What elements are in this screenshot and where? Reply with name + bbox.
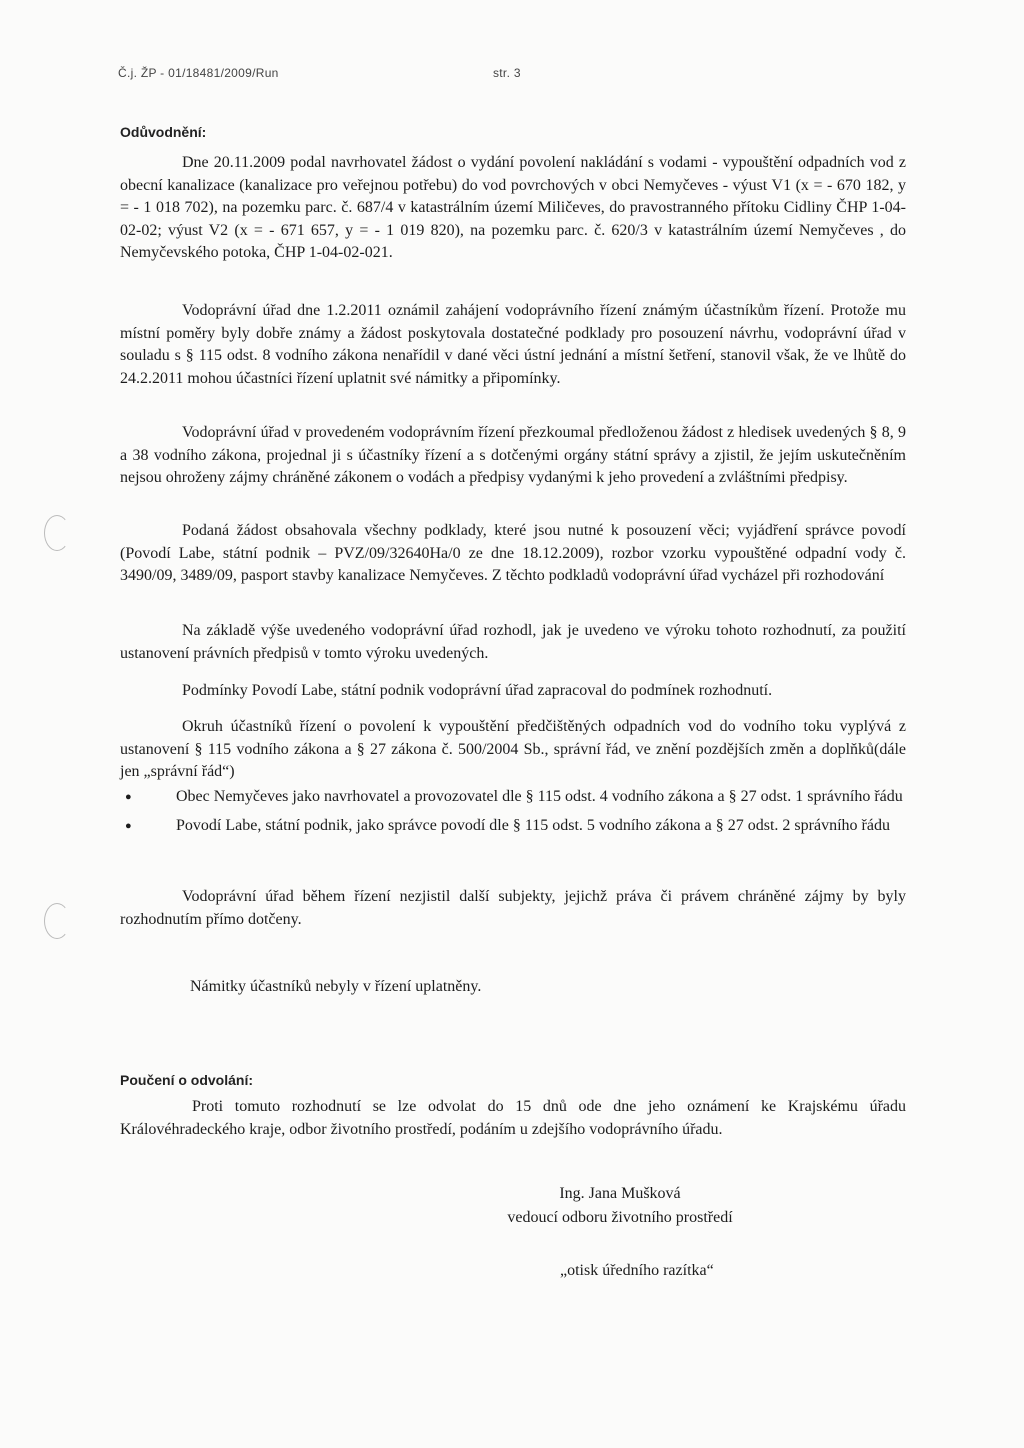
paragraph: Podaná žádost obsahovala všechny podklady, které jsou nutné k posouzení věci; vyjádření správce povodí (Povodí Labe, státní podnik – PVZ/09/32640Ha/0 ze dne 18.12.2009), rozbor vzorku vypouštěné odpadní vody č. 3490/09, 3489/09, pasport stavby kanalizace Nemyčeves. Z těchto podkladů vodoprávní úřad vycházel při rozhodování (120, 522, 906, 584)
reference-number: Č.j. ŽP - 01/18481/2009/Run (118, 66, 279, 80)
paragraph: Okruh účastníků řízení o povolení k vypouštění předčištěných odpadních vod do vodního toku vyplývá z ustanovení § 115 vodního zákona a § 27 zákona č. 500/2004 Sb., správní řád, ve znění pozdějších změn a doplňků(dále jen „správní řád“) (120, 718, 906, 780)
objections-text: Námitky účastníků nebyly v řízení uplatněny. (190, 978, 482, 995)
participants-list (120, 786, 906, 843)
reasoning-paragraphs (120, 520, 906, 588)
appeal-text: Proti tomuto rozhodnutí se lze odvolat do 15 dnů ode dne jeho oznámení ke Krajskému úřadu Královéhradeckého kraje, odbor životního prostředí, podáním u zdejšího vodoprávního úřadu. (120, 1098, 906, 1138)
reasoning-paragraphs (120, 716, 906, 784)
paragraph: Vodoprávní úřad během řízení nezjistil další subjekty, jejichž práva či právem chráněné zájmy by byly rozhodnutím přímo dotčeny. (120, 888, 906, 928)
reasoning-paragraphs (120, 620, 906, 665)
reasoning-heading: Odůvodnění: (120, 124, 207, 140)
signatory-name: Ing. Jana Mušková (559, 1185, 681, 1202)
signature-block (480, 1182, 760, 1230)
appeal-block (120, 1096, 906, 1141)
paragraph: Dne 20.11.2009 podal navrhovatel žádost o vydání povolení nakládání s vodami - vypouštění odpadních vod z obecní kanalizace (kanalizace pro veřejnou potřebu) do vod povrchových v obci Nemyčeves - výust V1 (x = - 670 182, y = - 1 018 702), na pozemku parc. č. 687/4 v katastrálním území Miličeves, do pravostranného přítoku Cidliny ČHP 1-04-02-02; výust V2 (x = - 671 657, y = - 1 019 820), na pozemku parc. č. 620/3 v katastrálním území Nemyčeves , do Nemyčevského potoka, ČHP 1-04-02-021. (120, 154, 906, 261)
punch-hole-mark (44, 515, 70, 551)
reasoning-paragraphs (120, 422, 906, 490)
list-item: ● Povodí Labe, státní podnik, jako správce povodí dle § 115 odst. 5 vodního zákona a § 27 odst. 2 správního řádu (120, 815, 906, 838)
list-item: ● Obec Nemyčeves jako navrhovatel a provozovatel dle § 115 odst. 4 vodního zákona a § 27 odst. 1 správního řádu (120, 786, 906, 809)
paragraph: Vodoprávní úřad dne 1.2.2011 oznámil zahájení vodoprávního řízení známým účastníkům řízení. Protože mu místní poměry byly dobře známy a žádost poskytovala dostatečné podklady pro posouzení návrhu, vodoprávní úřad v souladu s § 115 odst. 8 vodního zákona nenařídil v dané věci ústní jednání a místní šetření, stanovil však, že ve lhůtě do 24.2.2011 mohou účastníci řízení uplatnit své námitky a připomínky. (120, 302, 906, 387)
paragraph: Na základě výše uvedeného vodoprávní úřad rozhodl, jak je uvedeno ve výroku tohoto rozhodnutí, za použití ustanovení právních předpisů v tomto výroku uvedených. (120, 622, 906, 662)
paragraph: Vodoprávní úřad v provedeném vodoprávním řízení přezkoumal předloženou žádost z hledisek uvedených § 8, 9 a 38 vodního zákona, projednal ji s účastníky řízení a s dotčenými orgány státní správy a zjistil, že jejím uskutečněním nejsou ohroženy zájmy chráněné zákonem o vodách a předpisy vydanými k jeho provedení a zvláštními předpisy. (120, 424, 906, 486)
reasoning-paragraphs (120, 300, 906, 390)
appeal-heading: Poučení o odvolání: (120, 1072, 254, 1088)
page-number: str. 3 (493, 66, 521, 80)
punch-hole-mark (44, 903, 70, 939)
page-header (118, 66, 521, 80)
reasoning-paragraphs (120, 886, 906, 931)
signatory-role: vedoucí odboru životního prostředí (507, 1209, 733, 1226)
stamp-placeholder: „otisk úředního razítka“ (560, 1262, 714, 1279)
reasoning-paragraphs (120, 152, 906, 265)
reasoning-paragraphs (120, 680, 906, 703)
paragraph: Podmínky Povodí Labe, státní podnik vodoprávní úřad zapracoval do podmínek rozhodnutí. (182, 682, 773, 699)
objections-block (120, 976, 906, 999)
